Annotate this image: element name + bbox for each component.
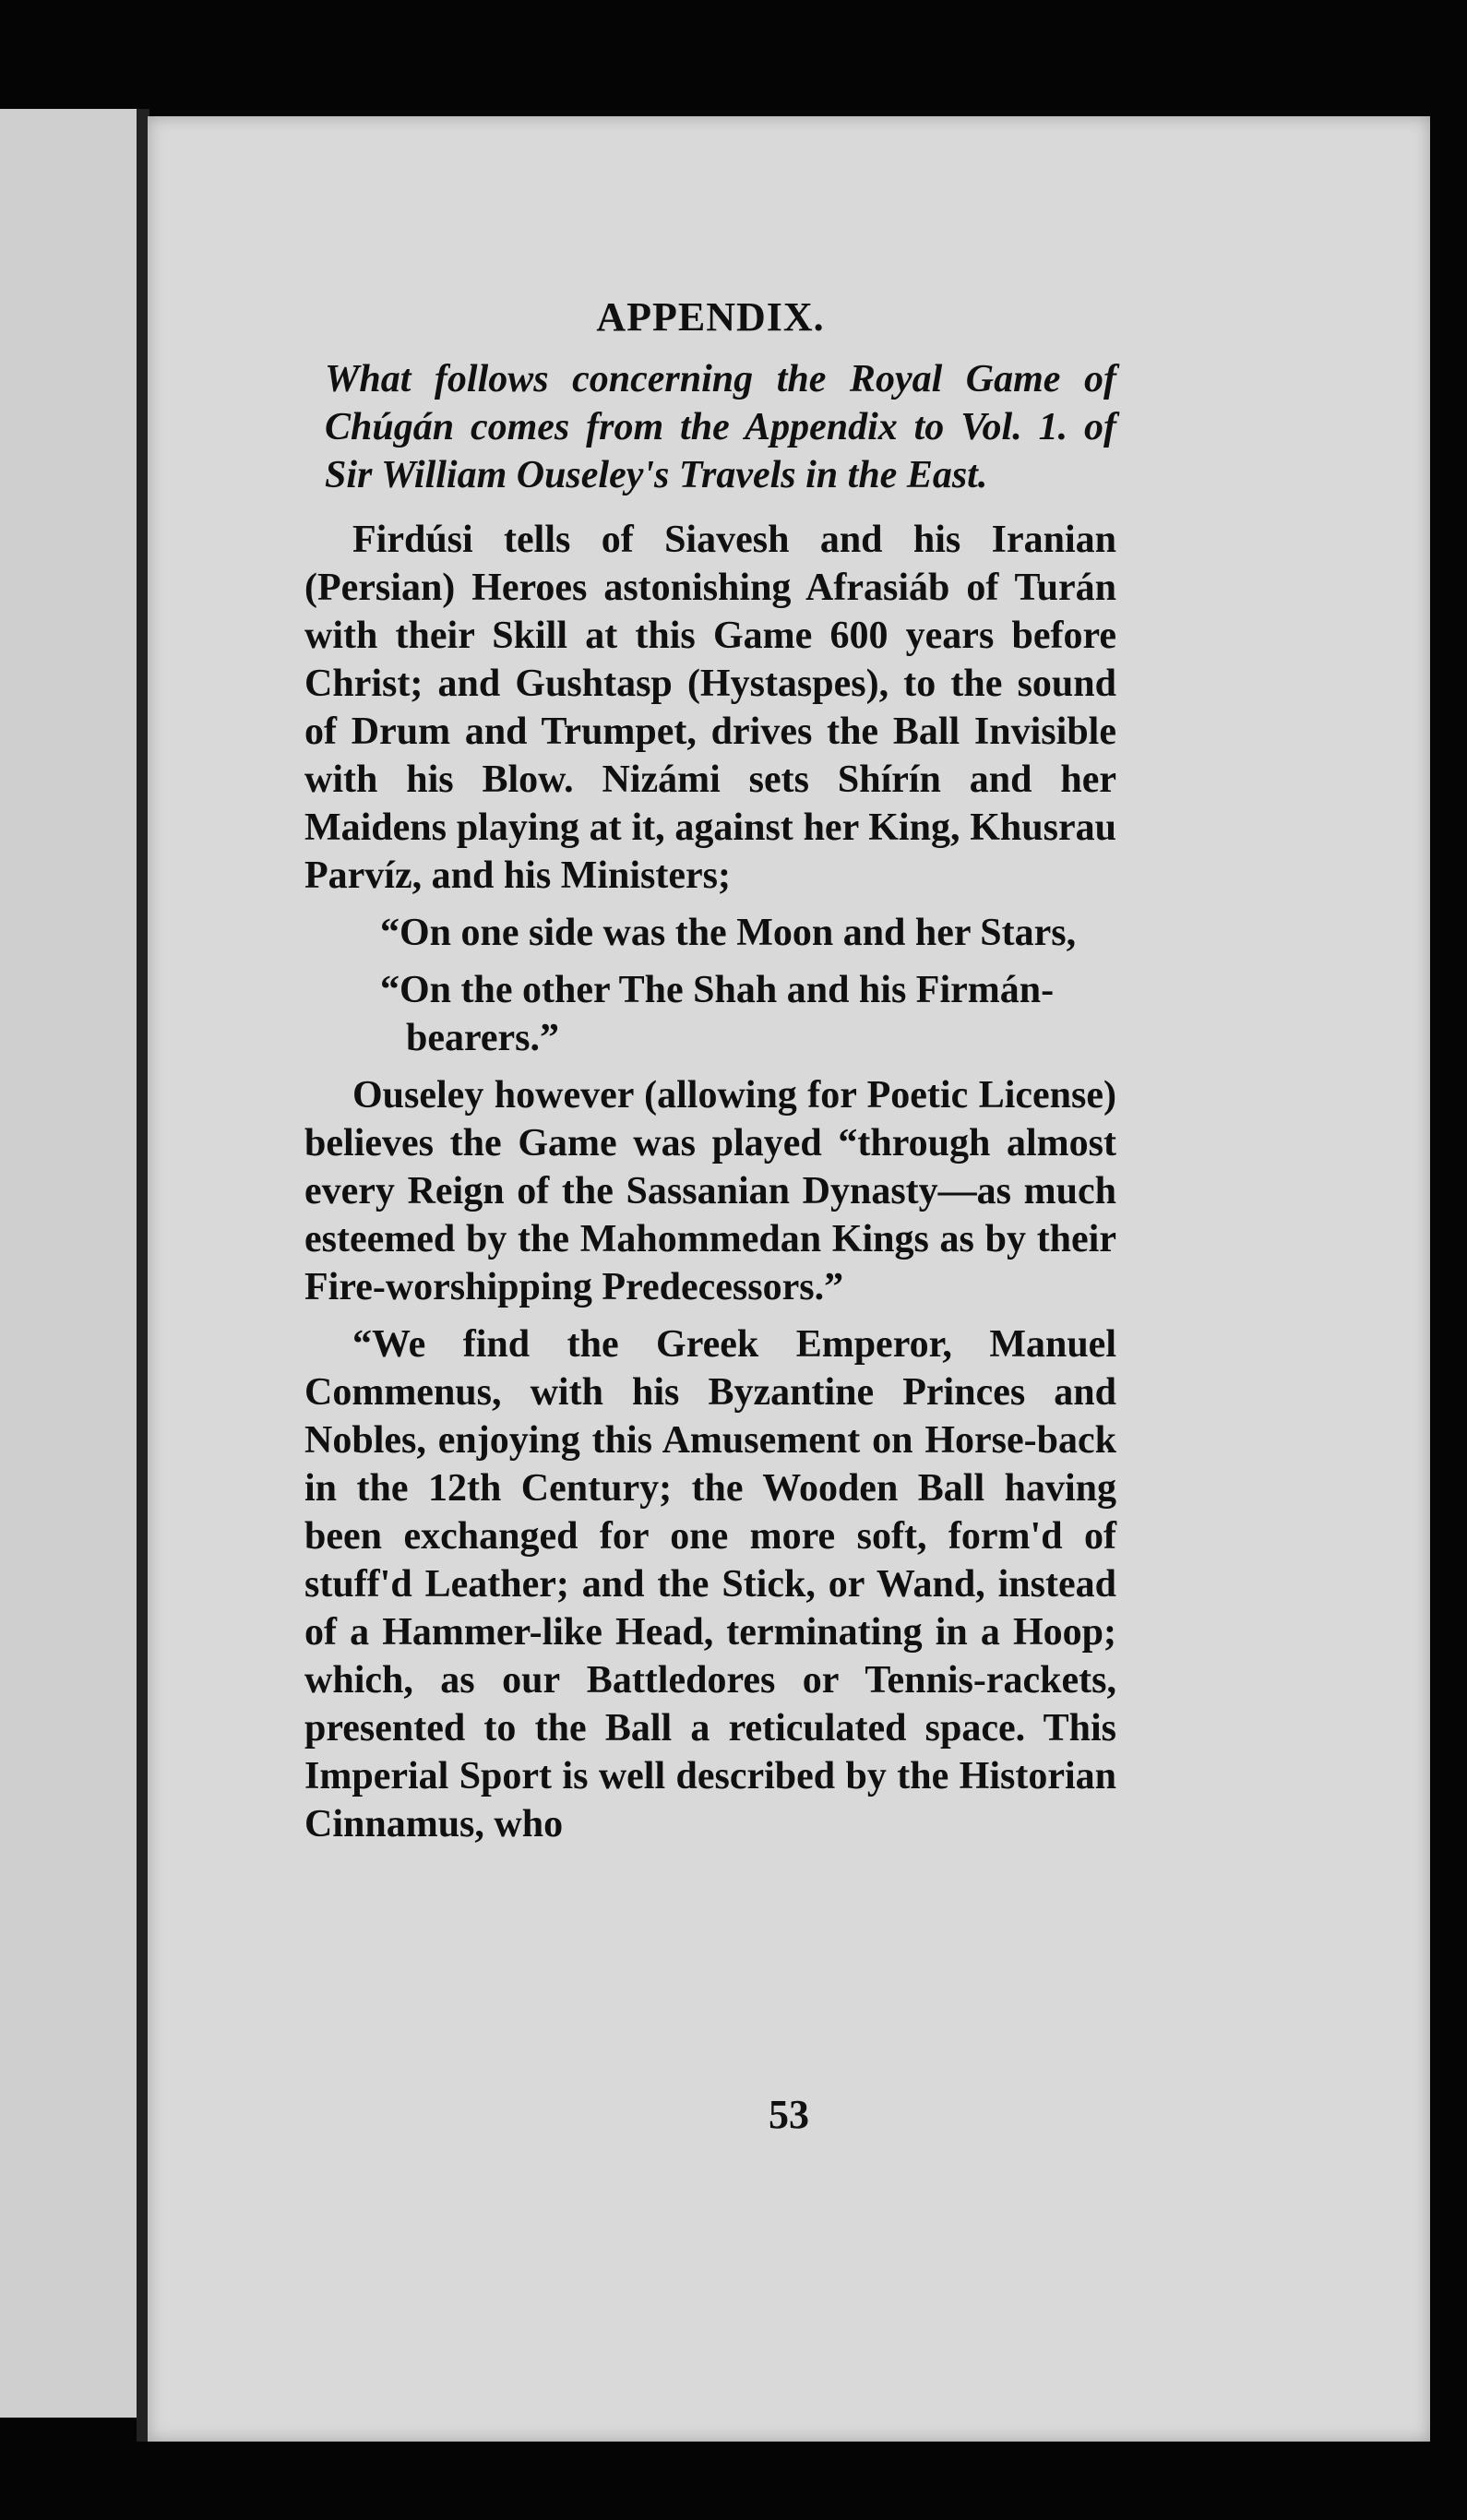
page-text <box>304 277 1116 1857</box>
quote-line-2: “On the other The Shah and his Firmán-bearers.” <box>380 969 1055 1059</box>
quote-line-1: “On one side was the Moon and her Stars, <box>380 912 1077 954</box>
paragraph-greek-emperor: “We find the Greek Emperor, Manuel Commenus, with his Byzantine Princes and Nobles, enjoying this Amusement on Horse-back in the 12th Century; the Wooden Ball having been exchanged for one more soft, form'd of stuff'd Leather; and the Stick, or Wand, instead of a Hammer-like Head, terminating in a Hoop; which, as our Battledores or Tennis-rackets, presented to the Ball a reticulated space. This Imperial Sport is well described by the Historian Cinnamus, who <box>304 1323 1116 1845</box>
facing-page-edge <box>0 109 144 2418</box>
intro-note: What follows concerning the Royal Game of Chúgán comes from the Appendix to Vol. 1. of Sir William Ouseley's Travels in the East. <box>325 358 1116 496</box>
page-number: 53 <box>769 2092 809 2137</box>
paragraph-ouseley: Ouseley however (allowing for Poetic License) believes the Game was played “through almost every Reign of the Sassanian Dynasty—as much esteemed by the Mahommedan Kings as by their Fire-worshipping Predecessors.” <box>304 1074 1116 1308</box>
paragraph-firdusi: Firdúsi tells of Siavesh and his Iranian (Persian) Heroes astonishing Afrasiáb of Turán with their Skill at this Game 600 years before Christ; and Gushtasp (Hystaspes), to the sound of Drum and Trumpet, drives the Ball Invisible with his Blow. Nizámi sets Shírín and her Maidens playing at it, against her King, Khusrau Parvíz, and his Ministers; <box>304 519 1116 897</box>
page-heading: APPENDIX. <box>596 294 825 340</box>
